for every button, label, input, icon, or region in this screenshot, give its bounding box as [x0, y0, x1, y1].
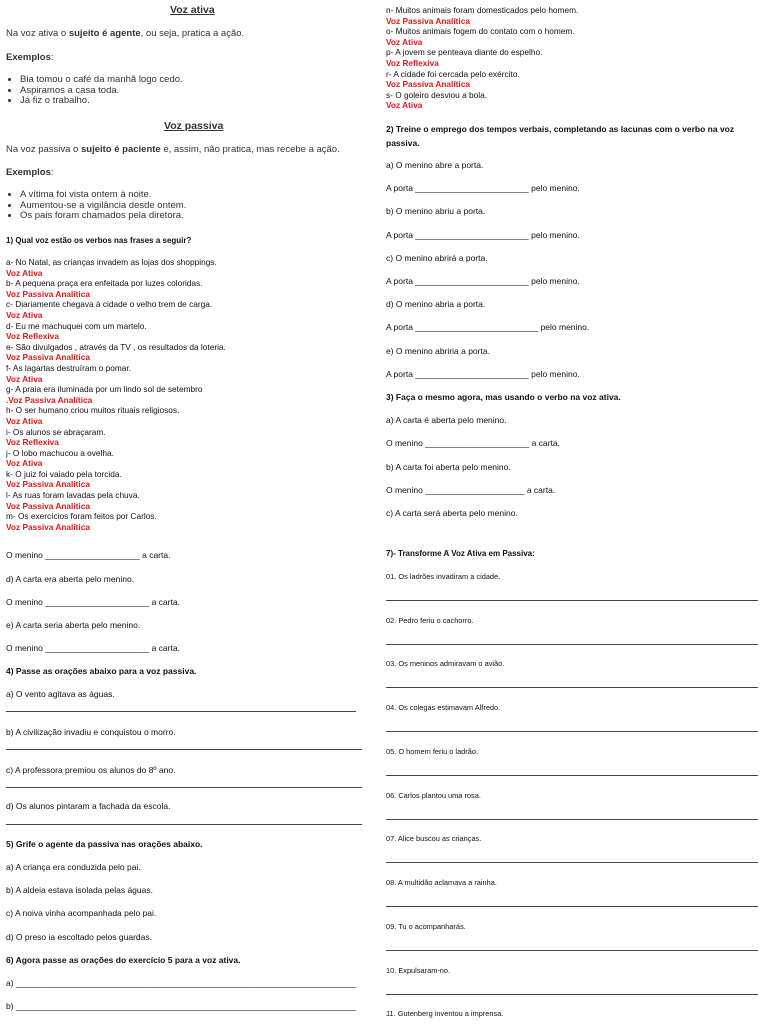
list-item: • Aumentou-se a vigilância desde ontem. — [20, 201, 186, 212]
q1-item-m: m- Os exercícios foram feitos por Carlos. — [6, 511, 157, 522]
def-bold: sujeito é agente — [68, 28, 141, 39]
q3-line: a) A carta é aberta pelo menino. — [386, 415, 507, 425]
q1-item-f: f- As lagartas destruíram o pomar. — [6, 362, 131, 373]
q7-title: 7)- Transforme A Voz Ativa em Passiva: — [386, 549, 535, 558]
list-item: • Bia tomou o café da manhã logo cedo. — [20, 75, 183, 86]
q1-item-h: h- O ser humano criou muitos rituais religiosos. — [6, 405, 180, 416]
q5-title: 5) Grife o agente da passiva nas orações abaixo. — [6, 839, 203, 849]
q3-line: c) A carta será aberta pelo menino. — [386, 508, 518, 518]
q2-line: A porta ________________________ pelo menino. — [386, 183, 580, 193]
q1-item-j: j- O lobo machucou a ovelha. — [6, 447, 114, 458]
q3-left-line: O menino ______________________ a carta. — [6, 597, 180, 607]
q1-item-p: p- A jovem se penteava diante do espelho. — [386, 47, 543, 58]
def-text: Na voz passiva o — [6, 144, 81, 155]
answer-line[interactable] — [386, 775, 758, 776]
q2-line: d) O menino abria a porta. — [386, 299, 486, 309]
q2-line: a) O menino abre a porta. — [386, 160, 484, 170]
answer-label: Voz Ativa — [386, 36, 423, 47]
q4-item: b) A civilização invadiu e conquistou o morro. — [6, 727, 176, 737]
answer-label: Voz Reflexiva — [6, 331, 59, 342]
q7-item: 11. Gutenberg inventou a imprensa. — [386, 1009, 504, 1018]
q1-item-s: s- O goleiro desviou a bola. — [386, 89, 488, 100]
q4-title: 4) Passe as orações abaixo para a voz passiva. — [6, 666, 197, 676]
answer-line[interactable] — [6, 824, 362, 825]
q3-left-line: e) A carta seria aberta pelo menino. — [6, 620, 141, 630]
q6-item[interactable]: b) ________________________________________________________________________ — [6, 1001, 357, 1011]
q2-line: A porta __________________________ pelo menino. — [386, 322, 590, 332]
label-colon: : — [50, 52, 54, 63]
q1-item-n: n- Muitos animais foram domesticados pelo homem. — [386, 5, 579, 15]
q2-line: A porta ________________________ pelo menino. — [386, 230, 580, 240]
voz-passiva-examples-list — [6, 190, 186, 222]
q7-item: 03. Os meninos admiravam o avião. — [386, 659, 505, 668]
answer-line[interactable] — [386, 994, 758, 995]
answer-label: Voz Passiva Analítica — [6, 521, 90, 532]
q1-item-a: a- No Natal, as crianças invadem as lojas dos shoppings. — [6, 257, 217, 267]
q5-item: c) A noiva vinha acompanhada pelo pai. — [6, 908, 157, 918]
voz-passiva-examples-label — [6, 167, 54, 178]
answer-label: Voz Ativa — [386, 100, 423, 111]
answer-line[interactable] — [6, 749, 362, 750]
q1-item-d: d- Eu me machuquei com um martelo. — [6, 320, 147, 331]
list-item: • Aspiramos a casa toda. — [20, 86, 183, 97]
q1-item-l: l- As ruas foram lavadas pela chuva. — [6, 490, 140, 501]
q7-item: 01. Os ladrões invadiram a cidade. — [386, 572, 501, 581]
q6-title: 6) Agora passe as orações do exercício 5 para a voz ativa. — [6, 955, 241, 965]
voz-ativa-title: Voz ativa — [170, 4, 215, 16]
answer-label: Voz Passiva Analítica — [6, 479, 90, 490]
q7-item: 09. Tu o acompanharás. — [386, 922, 466, 931]
q1-list — [6, 257, 226, 532]
answer-label: .Voz Passiva Analítica — [6, 394, 93, 405]
answer-label: Voz Reflexiva — [6, 437, 59, 448]
q5-item: a) A criança era conduzida pelo pai. — [6, 862, 141, 872]
def-text: , ou seja, pratica a ação. — [140, 28, 245, 39]
q2-line: e) O menino abriria a porta. — [386, 346, 490, 356]
q1-item-k: k- O juiz foi vaiado pela torcida. — [6, 468, 122, 479]
q7-item: 02. Pedro feriu o cachorro. — [386, 616, 474, 625]
answer-line[interactable] — [386, 950, 758, 951]
q1-item-i: i- Os alunos se abraçaram. — [6, 426, 106, 437]
list-item: • A vítima foi vista ontem à noite. — [20, 190, 186, 201]
q6-item[interactable]: a) ________________________________________________________________________ — [6, 978, 357, 988]
q3-left-line: O menino ____________________ a carta. — [6, 550, 171, 560]
voz-ativa-definition — [6, 28, 244, 39]
q1-item-o: o- Muitos animais fogem do contato com o homem. — [386, 26, 575, 37]
q1-item-e: e- São divulgados , através da TV , os resultados da loteria. — [6, 341, 226, 352]
answer-line[interactable] — [386, 687, 758, 688]
label: Exemplos — [6, 167, 51, 178]
voz-ativa-examples-list — [6, 75, 183, 107]
q5-item: b) A aldeia estava isolada pelas águas. — [6, 885, 153, 895]
q3-title: 3) Faça o mesmo agora, mas usando o verbo na voz ativa. — [386, 392, 621, 402]
q2-line: c) O menino abrirá a porta. — [386, 253, 488, 263]
q2-line: b) O menino abriu a porta. — [386, 206, 486, 216]
answer-label: Voz Ativa — [6, 458, 43, 469]
answer-label: Voz Passiva Analítica — [6, 500, 90, 511]
voz-ativa-examples-label — [6, 52, 54, 63]
q4-item: a) O vento agitava as águas. — [6, 689, 115, 699]
q2-title: 2) Treine o emprego dos tempos verbais, completando as lacunas com o verbo na voz passiva. — [386, 124, 735, 148]
q1-item-g: g- A praia era iluminada por um lindo sol de setembro — [6, 384, 203, 395]
q3-line: O menino ______________________ a carta. — [386, 438, 560, 448]
list-item: • Os pais foram chamados pela diretora. — [20, 211, 186, 222]
q1-item-r: r- A cidade foi cercada pelo exército. — [386, 68, 520, 79]
answer-line[interactable] — [6, 787, 362, 788]
answer-line[interactable] — [386, 600, 758, 601]
answer-line[interactable] — [386, 819, 758, 820]
answer-line[interactable] — [386, 862, 758, 863]
q7-item: 04. Os colegas estimavam Alfredo. — [386, 703, 501, 712]
q7-item: 08. A multidão aclamava a rainha. — [386, 878, 497, 887]
q2-line: A porta ________________________ pelo menino. — [386, 276, 580, 286]
answer-label: Voz Passiva Analítica — [6, 288, 90, 299]
q7-item: 07. Alice buscou as crianças. — [386, 834, 482, 843]
q1-item-c: c- Diariamente chegava à cidade o velho trem de carga. — [6, 299, 213, 310]
def-bold: sujeito é paciente — [80, 144, 161, 155]
q1-title: 1) Qual voz estão os verbos nas frases a seguir? — [6, 236, 192, 245]
answer-line[interactable] — [386, 731, 758, 732]
q3-line: b) A carta foi aberta pelo menino. — [386, 462, 511, 472]
list-item: • Já fiz o trabalho. — [20, 96, 183, 107]
voz-passiva-definition — [6, 144, 340, 155]
answer-label: Voz Reflexiva — [386, 57, 439, 68]
q7-item: 10. Expulsaram-no. — [386, 966, 451, 975]
answer-line[interactable] — [386, 644, 758, 645]
answer-label: Voz Passiva Analítica — [386, 79, 470, 90]
q1-item-b: b- A pequena praça era enfeitada por luzes coloridas. — [6, 278, 203, 289]
q3-left-line: O menino ______________________ a carta. — [6, 643, 180, 653]
answer-label: Voz Ativa — [6, 309, 43, 320]
label-colon: : — [50, 167, 54, 178]
def-text: Na voz ativa o — [6, 28, 69, 39]
label: Exemplos — [6, 52, 51, 63]
q3-left-line: d) A carta era aberta pelo menino. — [6, 574, 135, 584]
answer-label: Voz Ativa — [6, 373, 43, 384]
answer-line[interactable] — [6, 711, 356, 712]
q7-item: 05. O homem feriu o ladrão. — [386, 747, 479, 756]
answer-label: Voz Ativa — [6, 415, 43, 426]
q5-item: d) O preso ia escoltado pelos guardas. — [6, 932, 153, 942]
answer-label: Voz Ativa — [6, 267, 43, 278]
answer-line[interactable] — [386, 906, 758, 907]
voz-passiva-title: Voz passiva — [164, 120, 224, 132]
q4-item: c) A professora premiou os alunos do 8º ano. — [6, 765, 176, 775]
answer-label: Voz Passiva Analítica — [6, 352, 90, 363]
q3-line: O menino _____________________ a carta. — [386, 485, 556, 495]
answer-label: Voz Passiva Analítica — [386, 15, 470, 26]
q4-item: d) Os alunos pintaram a fachada da escola. — [6, 801, 171, 811]
q7-item: 06. Carlos plantou uma rosa. — [386, 791, 481, 800]
def-text: e, assim, não pratica, mas recebe a ação. — [160, 144, 340, 155]
q2-line: A porta ________________________ pelo menino. — [386, 369, 580, 379]
q1-continued-list — [386, 5, 578, 111]
